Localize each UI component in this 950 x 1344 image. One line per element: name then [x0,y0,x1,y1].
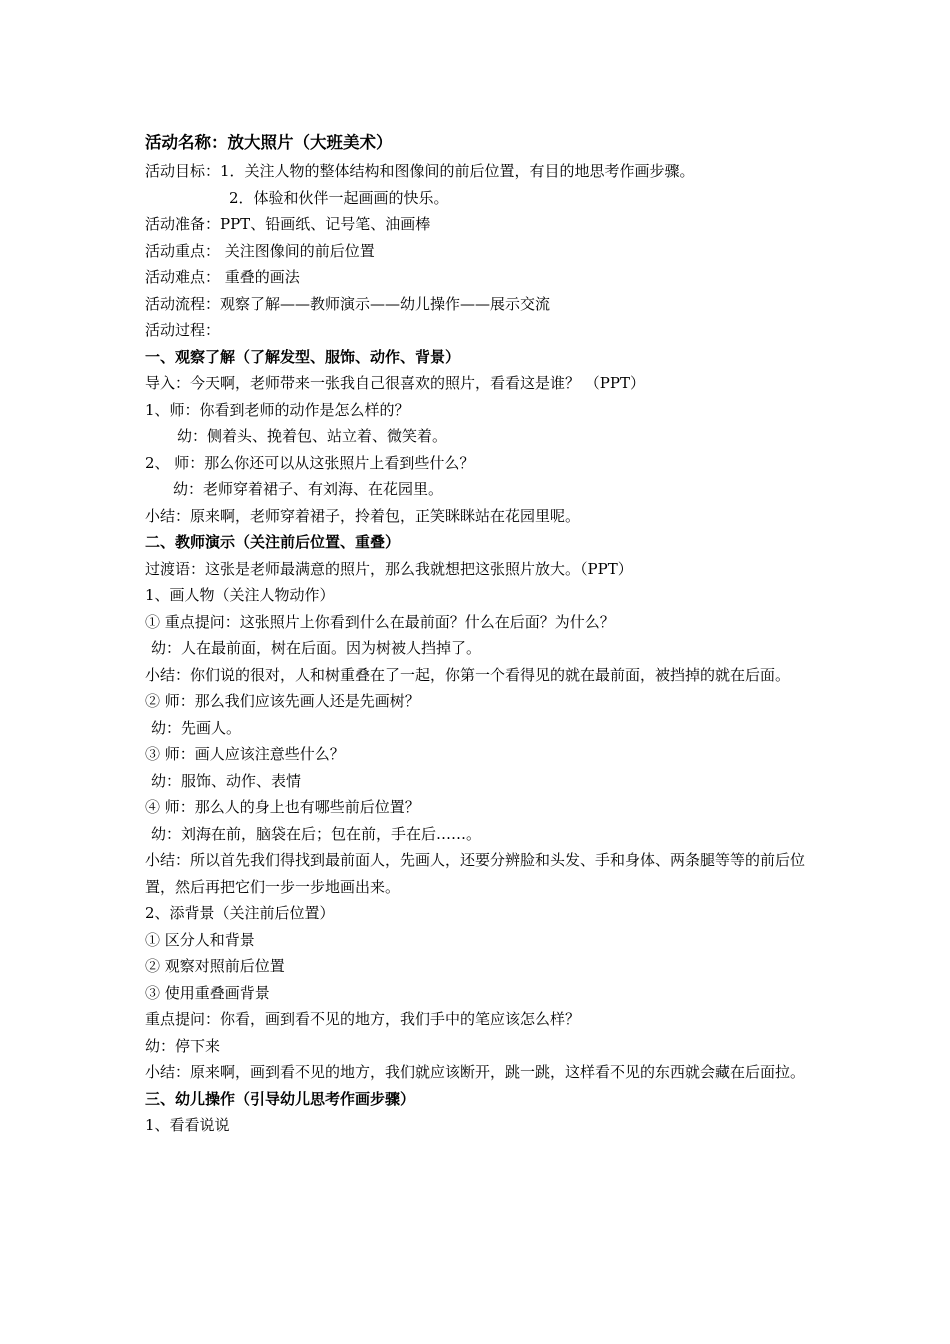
section-2-answer-1: 幼：人在最前面，树在后面。因为树被人挡掉了。 [151,639,482,657]
key-point-line: 活动重点： 关注图像间的前后位置 [145,241,375,260]
section-2-summary-3: 小结：原来啊，画到看不见的地方，我们就应该断开，跳一跳，这样看不见的东西就会藏在后面拉。 [145,1063,806,1081]
section-2-question-2: ② 师：那么我们应该先画人还是先画树？ [145,692,420,710]
activity-title: 活动名称：放大照片（大班美术） [145,133,393,152]
section-2-background-step-2: ② 观察对照前后位置 [145,957,285,975]
preparation-line: 活动准备：PPT、铅画纸、记号笔、油画棒 [145,215,431,233]
section-2-answer-2: 幼：先画人。 [151,718,242,737]
section-3-heading: 三、幼儿操作（引导幼儿思考作画步骤） [145,1089,416,1108]
section-2-background-step-3: ③ 使用重叠画背景 [145,983,270,1002]
section-2-background-step-1: ① 区分人和背景 [145,930,255,949]
section-2-heading: 二、教师演示（关注前后位置、重叠） [145,533,401,551]
section-2-question-3: ③ 师：画人应该注意些什么？ [145,745,345,763]
section-1-intro: 导入：今天啊，老师带来一张我自己很喜欢的照片，看看这是谁？ （PPT） [145,374,645,392]
document-body [145,128,825,1139]
process-label: 活动过程： [145,321,221,339]
section-2-question-4: ④ 师：那么人的身上也有哪些前后位置？ [145,798,420,816]
section-2-key-question: 重点提问：你看，画到看不见的地方，我们手中的笔应该怎么样？ [145,1010,581,1028]
section-1-question-1: 1、师：你看到老师的动作是怎么样的？ [145,400,410,419]
goal-line-1: 活动目标：1．关注人物的整体结构和图像间的前后位置，有目的地思考作画步骤。 [145,162,695,180]
goal-line-2: 2．体验和伙伴一起画画的快乐。 [229,188,449,207]
section-1-answer-2: 幼：老师穿着裙子、有刘海、在花园里。 [173,480,444,498]
section-1-summary: 小结：原来啊，老师穿着裙子，拎着包，正笑眯眯站在花园里呢。 [145,506,581,525]
difficulty-line: 活动难点： 重叠的画法 [145,268,300,286]
section-2-key-answer: 幼：停下来 [145,1036,221,1055]
section-2-summary-1: 小结：你们说的很对，人和树重叠在了一起，你第一个看得见的就在最前面，被挡掉的就在后面。 [145,665,791,684]
section-2-subheading-1: 1、画人物（关注人物动作） [145,586,335,604]
section-1-question-2: 2、 师：那么你还可以从这张照片上看到些什么？ [145,453,475,472]
section-2-answer-3: 幼：服饰、动作、表情 [151,771,302,790]
section-3-subheading-1: 1、看看说说 [145,1116,230,1134]
section-2-subheading-2: 2、添背景（关注前后位置） [145,904,335,922]
section-2-answer-4: 幼：刘海在前，脑袋在后；包在前，手在后……。 [151,824,482,843]
section-2-summary-2: 小结：所以首先我们得找到最前面人，先画人，还要分辨脸和头发、手和身体、两条腿等等的前后位置，然后再把它们一步一步地画出来。 [145,851,806,896]
flow-line: 活动流程：观察了解——教师演示——幼儿操作——展示交流 [145,294,551,313]
section-1-heading: 一、观察了解（了解发型、服饰、动作、背景） [145,347,461,366]
section-2-question-1: ① 重点提问：这张照片上你看到什么在最前面？什么在后面？为什么？ [145,612,615,631]
section-1-answer-1: 幼：侧着头、挽着包、站立着、微笑着。 [177,427,448,445]
section-2-transition: 过渡语：这张是老师最满意的照片，那么我就想把这张照片放大。（PPT） [145,559,633,578]
